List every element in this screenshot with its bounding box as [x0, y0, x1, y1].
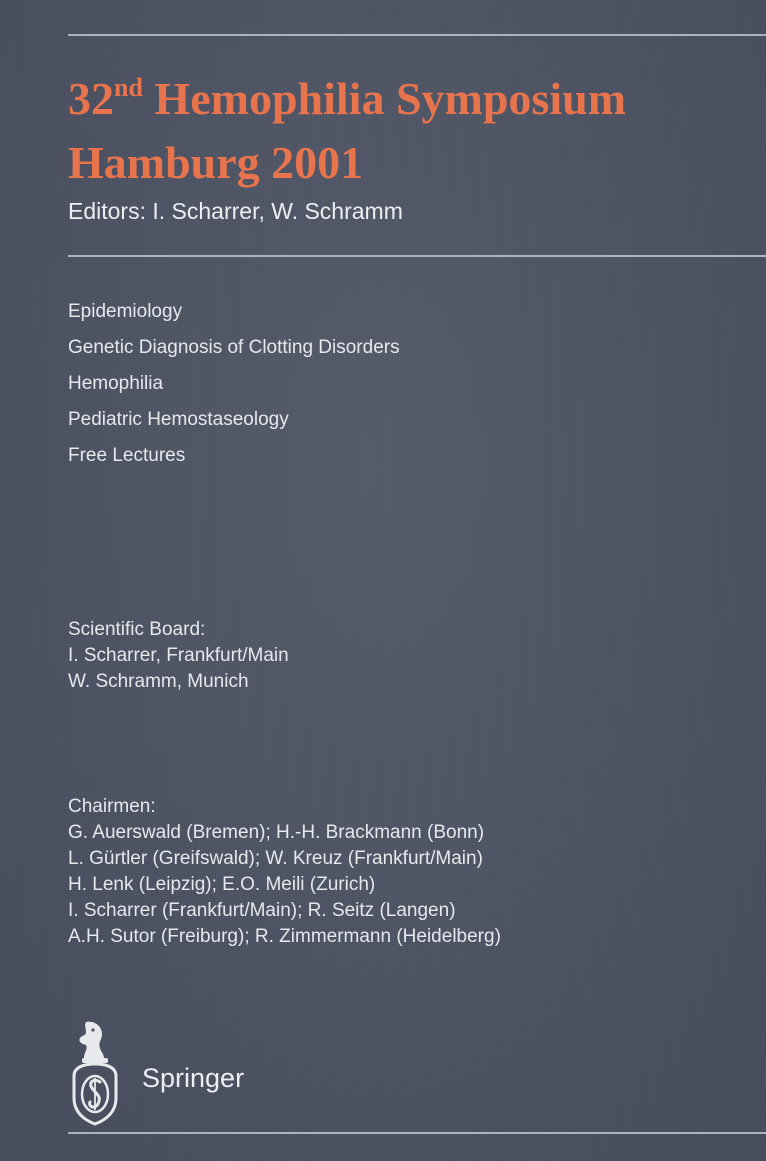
chairmen [68, 794, 501, 950]
scientific-board [68, 617, 289, 695]
publisher-name: Springer [142, 1063, 245, 1093]
scientific-board-heading: Scientific Board: [68, 619, 206, 640]
topic-item: Pediatric Hemostaseology [68, 409, 289, 430]
chairmen-line: L. Gürtler (Greifswald); W. Kreuz (Frankfurt/Main) [68, 848, 483, 869]
bottom-divider [68, 1132, 766, 1134]
topic-item: Epidemiology [68, 301, 183, 322]
springer-chess-knight-logo-icon [64, 1018, 126, 1130]
board-member: I. Scharrer, Frankfurt/Main [68, 645, 289, 666]
middle-divider [68, 255, 766, 257]
board-member: W. Schramm, Munich [68, 671, 249, 692]
title-ordinal-suffix: nd [114, 73, 143, 102]
title-rest: Hemophilia Symposium [142, 73, 627, 124]
topic-list [68, 294, 400, 474]
topic-item: Free Lectures [68, 445, 186, 466]
topic-item: Genetic Diagnosis of Clotting Disorders [68, 337, 400, 358]
chairmen-line: I. Scharrer (Frankfurt/Main); R. Seitz (Langen) [68, 900, 456, 921]
title-line-2: Hamburg 2001 [68, 137, 364, 188]
chairmen-heading: Chairmen: [68, 796, 156, 817]
editors-line: Editors: I. Scharrer, W. Schramm [68, 198, 403, 224]
chairmen-line: A.H. Sutor (Freiburg); R. Zimmermann (Heidelberg) [68, 926, 501, 947]
title-number: 32 [68, 73, 114, 124]
title-line-1 [68, 74, 626, 124]
topic-item: Hemophilia [68, 373, 164, 394]
top-divider [68, 34, 766, 36]
chairmen-line: G. Auerswald (Bremen); H.-H. Brackmann (Bonn) [68, 822, 485, 843]
chairmen-line: H. Lenk (Leipzig); E.O. Meili (Zurich) [68, 874, 376, 895]
